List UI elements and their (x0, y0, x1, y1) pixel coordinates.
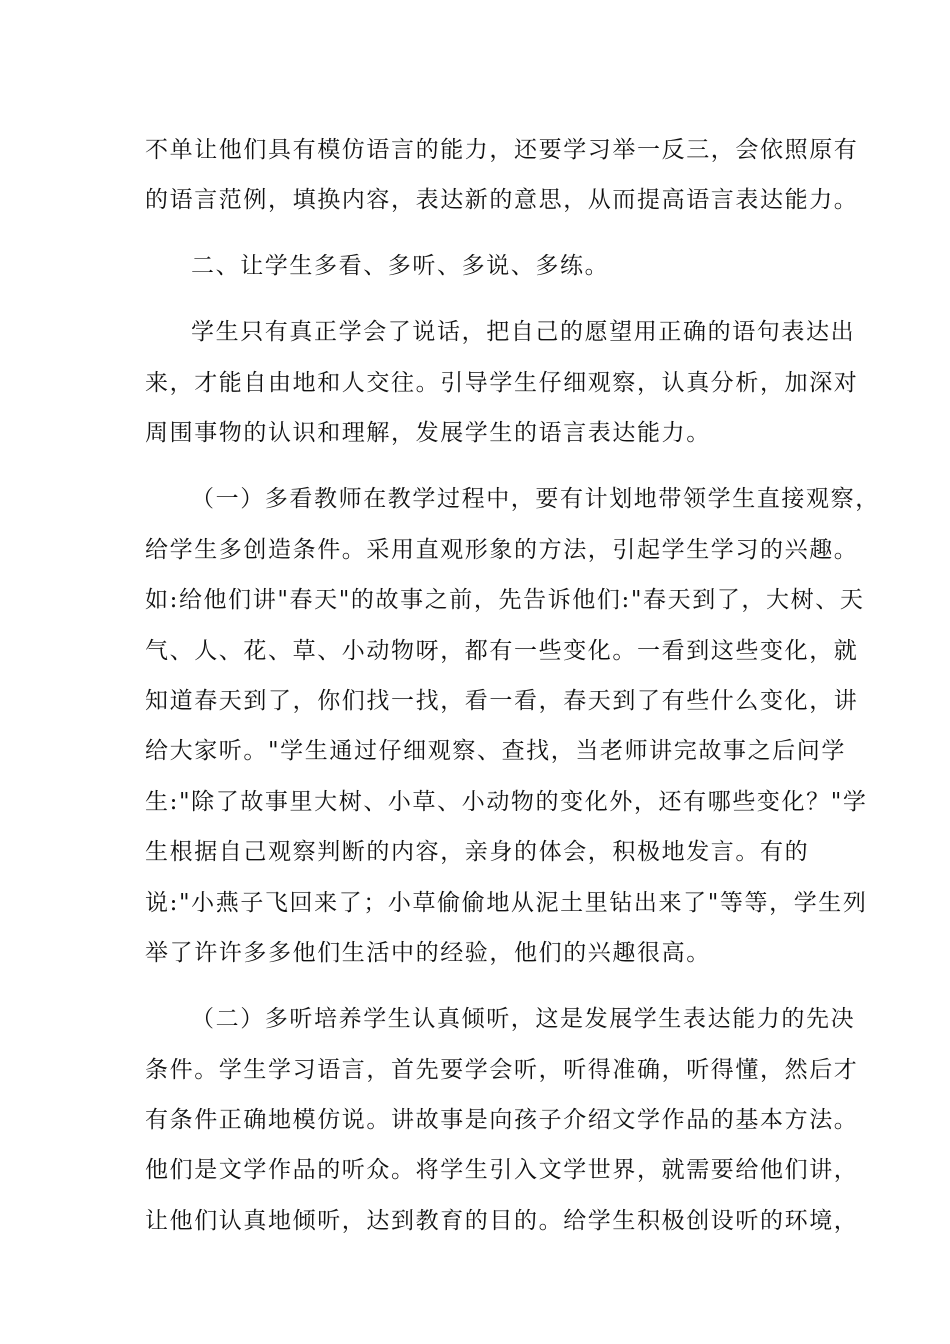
text-line: 的语言范例，填换内容，表达新的意思，从而提高语言表达能力。 (145, 187, 859, 213)
text-line: 生根据自己观察判断的内容，亲身的体会，积极地发言。有的 (145, 839, 810, 865)
text-line: 他们是文学作品的听众。将学生引入文学世界，就需要给他们讲， (145, 1157, 859, 1183)
text-line: 学生只有真正学会了说话，把自己的愿望用正确的语句表达出 (191, 319, 856, 345)
text-line: （二）多听培养学生认真倾听，这是发展学生表达能力的先决 (191, 1006, 856, 1032)
text-line: 给学生多创造条件。采用直观形象的方法，引起学生学习的兴趣。 (145, 537, 859, 563)
text-line: 生:"除了故事里大树、小草、小动物的变化外，还有哪些变化？"学 (145, 789, 868, 815)
text-line: 让他们认真地倾听，达到教育的目的。给学生积极创设听的环境， (145, 1208, 859, 1234)
text-line: 气、人、花、草、小动物呀，都有一些变化。一看到这些变化，就 (145, 638, 859, 664)
text-line: 知道春天到了，你们找一找，看一看，春天到了有些什么变化，讲 (145, 688, 859, 714)
text-line: 条件。学生学习语言，首先要学会听，听得准确，听得懂，然后才 (145, 1057, 859, 1083)
text-line: 来，才能自由地和人交往。引导学生仔细观察，认真分析，加深对 (145, 370, 859, 396)
text-line: （一）多看教师在教学过程中，要有计划地带领学生直接观察， (191, 486, 880, 512)
text-line: 给大家听。"学生通过仔细观察、查找，当老师讲完故事之后问学 (145, 738, 846, 764)
text-line: 有条件正确地模仿说。讲故事是向孩子介绍文学作品的基本方法。 (145, 1107, 859, 1133)
text-line: 不单让他们具有模仿语言的能力，还要学习举一反三，会依照原有 (145, 137, 859, 163)
text-line: 举了许许多多他们生活中的经验，他们的兴趣很高。 (145, 940, 711, 966)
text-line: 说:"小燕子飞回来了；小草偷偷地从泥土里钻出来了"等等，学生列 (145, 890, 868, 916)
text-line: 如:给他们讲"春天"的故事之前，先告诉他们:"春天到了，大树、天 (145, 587, 865, 613)
text-line: 周围事物的认识和理解，发展学生的语言表达能力。 (145, 420, 711, 446)
section-heading: 二、让学生多看、多听、多说、多练。 (191, 253, 610, 279)
